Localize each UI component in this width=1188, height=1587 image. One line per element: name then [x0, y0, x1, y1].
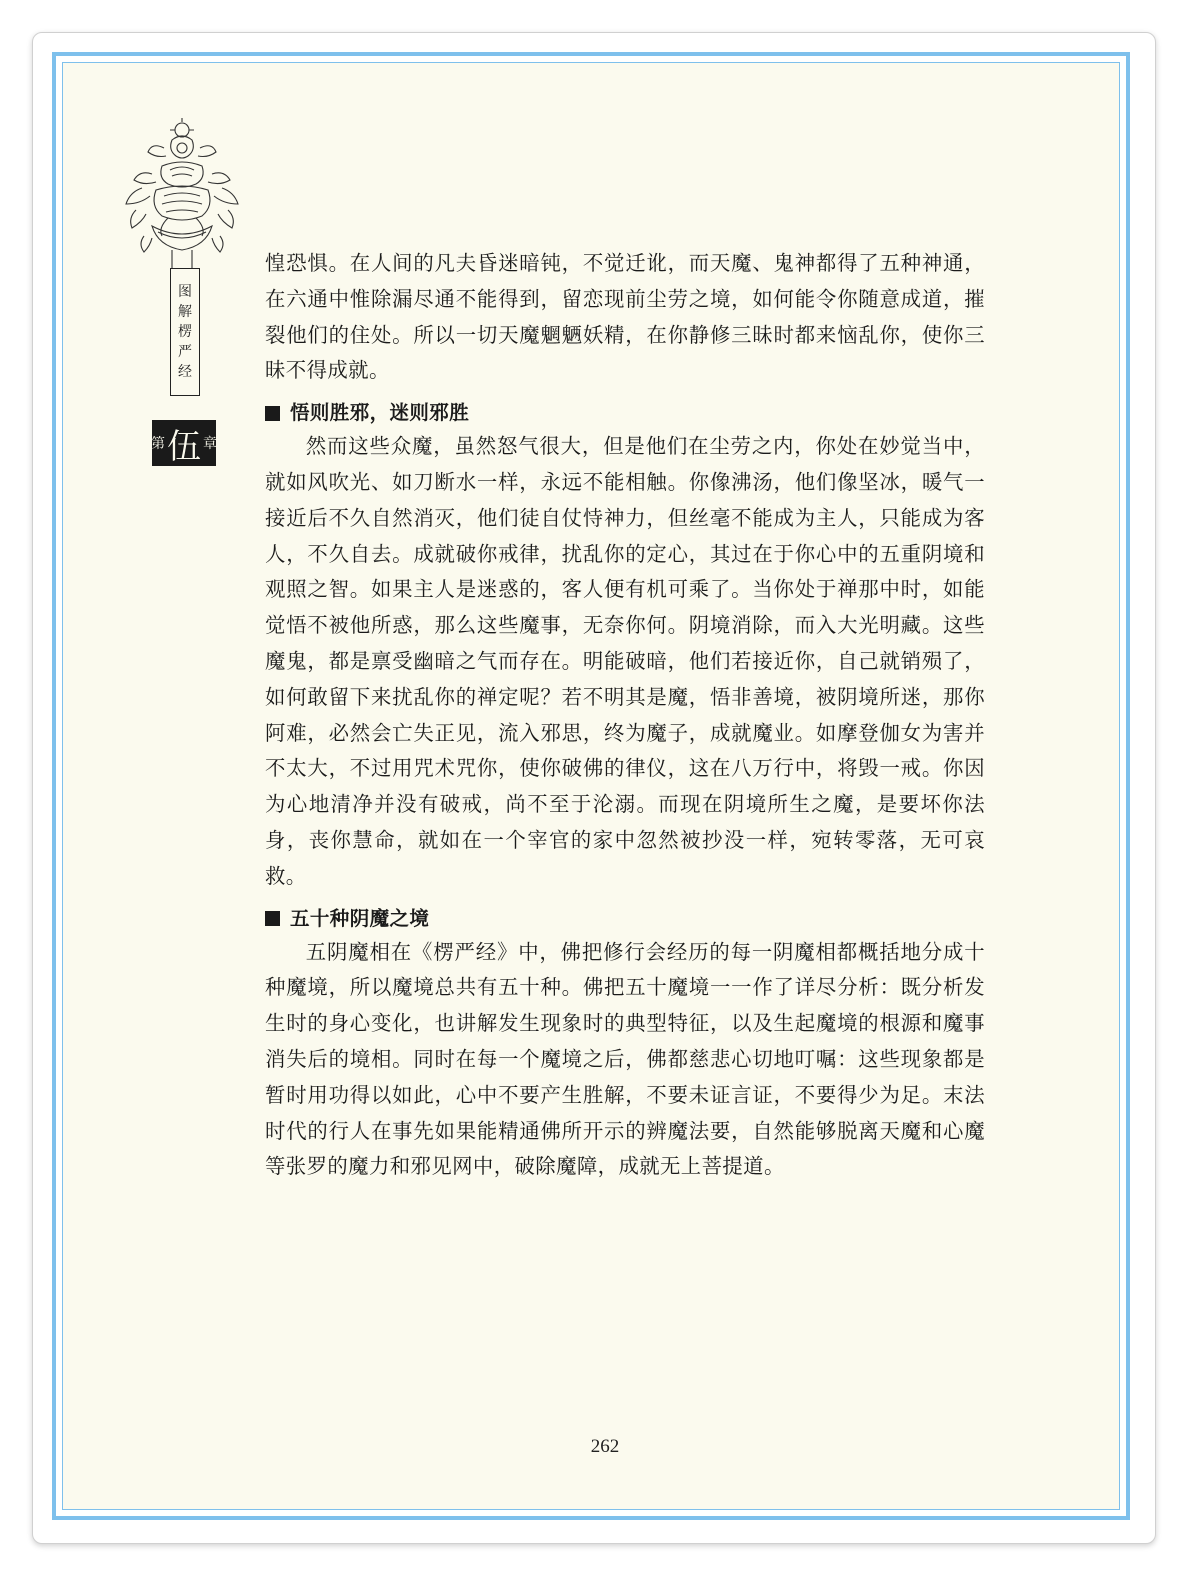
body-paragraph: 五阴魔相在《楞严经》中，佛把修行会经历的每一阴魔相都概括地分成十种魔境，所以魔境总共有五十种。佛把五十魔境一一作了详尽分析：既分析发生时的身心变化，也讲解发生现象时的典型特征，以及生起魔境的根源和魔事消失后的境相。同时在每一个魔境之后，佛都慈悲心切地叮嘱：这些现象都是暂时用功得以如此，心中不要产生胜解，不要未证言证，不要得少为足。末法时代的行人在事先如果能精通佛所开示的辨魔法要，自然能够脱离天魔和心魔等张罗的魔力和邪见网中，破除魔障，成就无上菩提道。: [265, 939, 985, 1179]
chapter-number: 伍: [167, 426, 201, 467]
body-paragraph: 然而这些众魔，虽然怒气很大，但是他们在尘劳之内，你处在妙觉当中，就如风吹光、如刀断水一样，永远不能相触。你像沸汤，他们像坚冰，暖气一接近后不久自然消灭，他们徒自仗恃神力，但丝毫不能成为主人，只能成为客人，不久自去。成就破你戒律，扰乱你的定心，其过在于你心中的五重阴境和观照之智。如果主人是迷惑的，客人便有机可乘了。当你处于禅那中时，如能觉悟不被他所惑，那么这些魔事，无奈你何。阴境消除，而入大光明藏。这些魔鬼，都是禀受幽暗之气而存在。明能破暗，他们若接近你，自己就销殒了，如何敢留下来扰乱你的禅定呢？若不明其是魔，悟非善境，被阴境所迷，那你阿难，必然会亡失正见，流入邪思，终为魔子，成就魔业。如摩登伽女为害并不太大，不过用咒术咒你，使你破佛的律仪，这在八万行中，将毁一戒。你因为心地清净并没有破戒，尚不至于沦溺。而现在阴境所生之魔，是要坏你法身，丧你慧命，就如在一个宰官的家中忽然被抄没一样，宛转零落，无可哀救。: [265, 434, 985, 888]
book-title-char: 严: [178, 344, 192, 360]
chapter-label: [152, 420, 216, 466]
chapter-suffix: 章: [203, 436, 217, 452]
book-title-char: 经: [178, 364, 192, 380]
book-title-char: 解: [178, 304, 192, 320]
section-heading: [265, 399, 985, 427]
section-heading-text: 悟则胜邪，迷则邪胜: [290, 401, 470, 425]
section-heading-text: 五十种阴魔之境: [290, 906, 430, 930]
lotus-ornament-icon: [122, 118, 242, 268]
book-title-tab: [170, 268, 200, 396]
book-title-char: 楞: [178, 324, 192, 340]
square-bullet-icon: [265, 911, 280, 926]
book-title-char: 图: [178, 284, 192, 300]
chapter-prefix: 第: [151, 436, 165, 452]
page-number: 262: [590, 1436, 620, 1457]
square-bullet-icon: [265, 406, 280, 421]
intro-paragraph: 惶恐惧。在人间的凡夫昏迷暗钝，不觉迁讹，而天魔、鬼神都得了五种神通，在六通中惟除漏尽通不能得到，留恋现前尘劳之境，如何能令你随意成道，摧裂他们的住处。所以一切天魔魍魉妖精，在你静修三昧时都来恼乱你，使你三昧不得成就。: [265, 251, 985, 383]
main-text: [265, 246, 985, 1185]
section-heading: [265, 905, 985, 933]
